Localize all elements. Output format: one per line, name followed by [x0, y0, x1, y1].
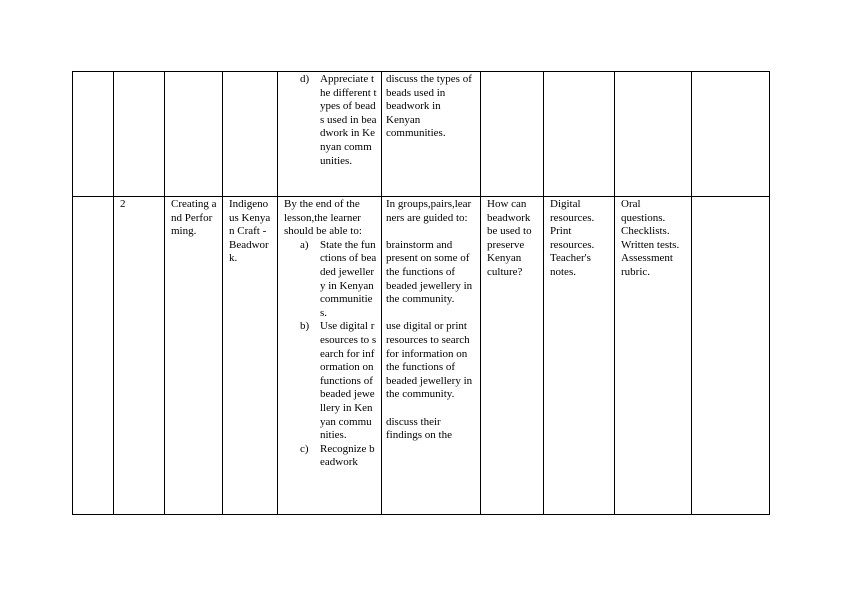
objective-item [284, 443, 377, 470]
strand-cell: Creating and Performing. [165, 197, 223, 515]
objectives-intro: By the end of the lesson,the learner should be able to: [284, 198, 362, 238]
experience-text: brainstorm and present on some of the functions of beaded jewellery in the community. [386, 238, 473, 306]
objective-item [284, 320, 377, 442]
sub-strand-cell [223, 72, 278, 197]
resources-cell: Digital resources. Print resources. Teacher's notes. [544, 197, 615, 515]
lesson-cell: 2 [114, 197, 165, 515]
lesson-cell [114, 72, 165, 197]
objective-marker: c) [300, 442, 309, 455]
objectives-list [284, 73, 377, 168]
sub-strand-cell: Indigenous Kenyan Craft - Beadwork. [223, 197, 278, 515]
objectives-list [284, 239, 377, 470]
objective-marker: a) [300, 238, 309, 251]
reflection-cell [692, 197, 770, 515]
experience-text: In groups,pairs,learners are guided to: [386, 198, 472, 224]
assessment-cell [615, 72, 692, 197]
objective-text: Appreciate the different types of beads used in beadwork in Kenyan communities. [320, 73, 377, 167]
objective-text: Recognize beadwork [320, 442, 375, 469]
experience-text: discuss their findings on the [386, 415, 452, 442]
experience-text: discuss the types of beads used in beadwork in Kenyan communities. [386, 73, 472, 140]
learning-experiences-cell [382, 72, 481, 197]
reflection-cell [692, 72, 770, 197]
strand-cell [165, 72, 223, 197]
objective-marker: b) [300, 320, 310, 333]
experience-text: use digital or print resources to search for information on the functions of beaded jewellery in the community. [386, 320, 473, 401]
table-row [73, 72, 770, 197]
key-inquiry-cell: How can beadwork be used to preserve Kenyan culture? [481, 197, 544, 515]
key-inquiry-cell [481, 72, 544, 197]
assessment-cell: Oral questions. Checklists. Written tests. Assessment rubric. [615, 197, 692, 515]
learning-objectives-cell [278, 197, 382, 515]
week-cell [73, 197, 114, 515]
learning-objectives-cell [278, 72, 382, 197]
table-row [73, 197, 770, 515]
learning-experiences-cell [382, 197, 481, 515]
objective-text: State the functions of beaded jewellery in Kenyan communities. [320, 238, 377, 319]
objective-text: Use digital resources to search for information on functions of beaded jewellery in Kenyan communities. [320, 320, 377, 442]
objective-item [284, 73, 377, 168]
scheme-of-work-table [72, 71, 770, 515]
resources-cell [544, 72, 615, 197]
week-cell [73, 72, 114, 197]
objective-marker: d) [300, 73, 310, 85]
objective-item [284, 239, 377, 321]
